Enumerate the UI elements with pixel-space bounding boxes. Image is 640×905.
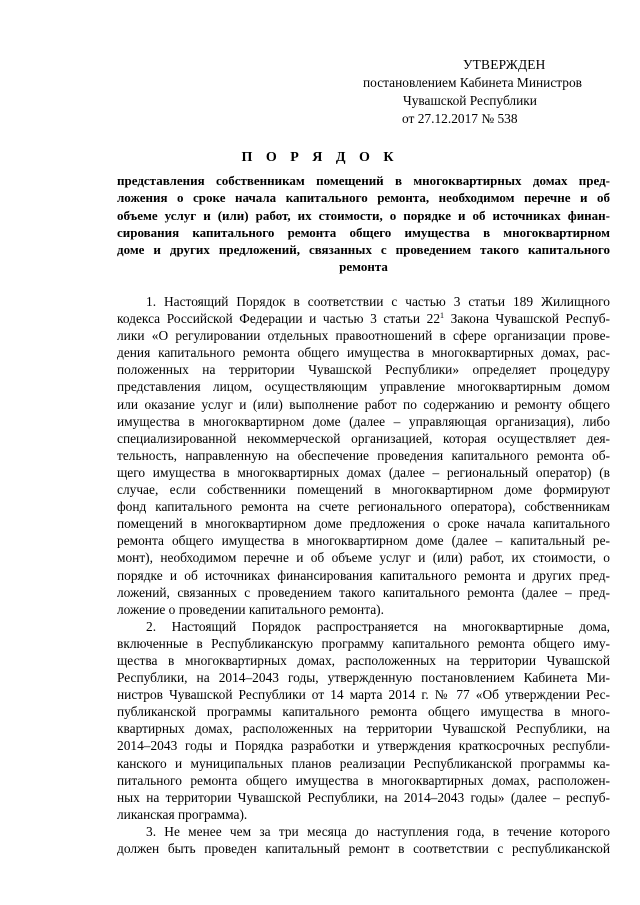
paragraph-1-line: или оказание услуг и (или) выполнение работ по содержанию и ремонту общего: [117, 396, 610, 412]
paragraph-1-line: дения капитального ремонта общего имущества в многоквартирных домах, рас-: [117, 345, 610, 361]
paragraph-1-line: тельность, направленную на обеспечение проведения капитального ремонта об-: [117, 447, 610, 463]
paragraph-1-line: случае, если собственники помещений в многоквартирном доме формируют: [117, 482, 610, 498]
paragraph-2-line: щества в многоквартирных домах, расположенных на территории Чувашской: [117, 652, 610, 668]
paragraph-2-line: нистров Чувашской Республики от 14 марта 2014 г. № 77 «Об утверждении Рес-: [117, 687, 610, 703]
paragraph-1-line: помещений в многоквартирном доме предложения о сроке начала капитального: [117, 516, 610, 532]
paragraph-1-line: ремонта общего имущества в многоквартирном доме (далее – капитальный ре-: [117, 533, 610, 549]
paragraph-3-line: 3. Не менее чем за три месяца до наступления года, в течение которого: [146, 823, 610, 839]
paragraph-3-line: должен быть проведен капитальный ремонт в соответствии с республиканской: [117, 841, 610, 856]
approval-block: [360, 56, 610, 128]
subtitle-line: ремонта: [339, 259, 388, 275]
subtitle-line: представления собственникам помещений в многоквартирных домах пред-: [117, 173, 610, 188]
approval-line: постановлением Кабинета Министров: [363, 75, 582, 90]
paragraph-2-line: публиканской программы капитального ремонта общего имущества в много-: [117, 704, 610, 720]
document-title: П О Р Я Д О К: [241, 150, 399, 165]
document-subtitle: [117, 172, 610, 276]
paragraph-1-line: щего имущества в многоквартирных домах (далее – региональный оператор) (в: [117, 464, 610, 480]
paragraph-1-line: положенных на территории Чувашской Республики» определяет процедуру: [117, 362, 610, 378]
approval-line: Чувашской Республики: [403, 93, 537, 108]
subtitle-line: ложения о сроке начала капитального ремонта, необходимом перечне и об: [117, 190, 610, 206]
paragraph-1-line: ложений, связанных с проведением такого капитального ремонта (далее – пред-: [117, 584, 610, 600]
subtitle-line: объеме услуг и (или) работ, их стоимости, о порядке и об источниках финан-: [117, 207, 610, 223]
approval-date: от 27.12.2017 № 538: [402, 111, 518, 126]
paragraph-1-line: представления лицом, осуществляющим управление многоквартирным домом: [117, 379, 610, 395]
paragraph-1-line: кодекса Российской Федерации и частью 3 статьи $22^1$ Закона Чувашской Респуб-: [117, 311, 610, 327]
paragraph-1-line: имущества в многоквартирном доме (далее – управляющая организация), либо: [117, 413, 610, 429]
paragraph-2-line: 2. Настоящий Порядок распространяется на многоквартирные дома,: [146, 618, 610, 634]
subtitle-line: доме и других предложений, связанных с проведением такого капитального: [117, 242, 610, 258]
paragraph-2-line: 2014–2043 годы и Порядка разработки и утверждения краткосрочных республи-: [117, 738, 610, 754]
approval-heading: УТВЕРЖДЕН: [463, 57, 546, 72]
paragraph-2-line: канского и муниципальных планов реализации Республиканской программы ка-: [117, 755, 610, 771]
paragraph-1-line: 1. Настоящий Порядок в соответствии с частью 3 статьи 189 Жилищного: [146, 294, 610, 309]
paragraph-1-line: фонд капитального ремонта на счете регионального оператора), собственникам: [117, 499, 610, 515]
paragraph-1-line: ложение о проведении капитального ремонта).: [117, 601, 384, 617]
paragraph-2-line: квартирных домах, расположенных на территории Чувашской Республики, на: [117, 721, 610, 737]
paragraph-2-line: ных на территории Чувашской Республики, на 2014–2043 годы» (далее – респуб-: [117, 789, 610, 805]
paragraph-1-line: порядке и об источниках финансирования капитального ремонта и других пред-: [117, 567, 610, 583]
paragraph-1-line: лики «О регулировании отдельных правоотношений в сфере организации прове-: [117, 328, 610, 344]
subtitle-line: сирования капитального ремонта общего имущества в многоквартирном: [117, 224, 610, 240]
paragraph-2-line: питального ремонта общего имущества в многоквартирных домах, расположен-: [117, 772, 610, 788]
document-body: [117, 293, 610, 857]
paragraph-1-line: специализированной некоммерческой организацией, которая осуществляет дея-: [117, 430, 610, 446]
paragraph-2-line: ликанская программа).: [117, 806, 248, 822]
paragraph-2-line: включенные в Республиканскую программу капитального ремонта общего иму-: [117, 635, 610, 651]
paragraph-1-line: монт), необходимом перечне и об объеме услуг и (или) работ, их стоимости, о: [117, 550, 610, 566]
paragraph-2-line: Республики, на 2014–2043 годы, утвержденную постановлением Кабинета Ми-: [117, 670, 610, 686]
footnote-superscript: 1: [440, 311, 445, 321]
